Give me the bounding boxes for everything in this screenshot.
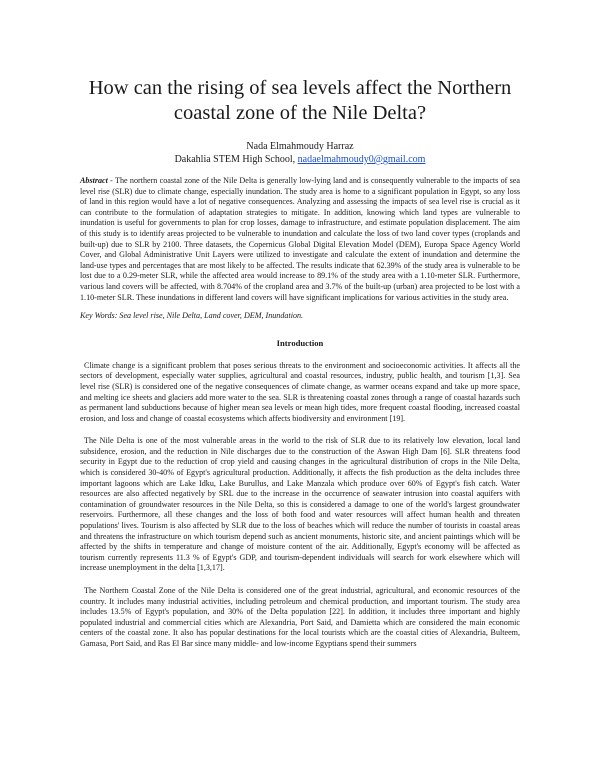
intro-paragraph-2: The Nile Delta is one of the most vulnerable areas in the world to the risk of SLR due to its relatively low elevation, local land subsidence, erosion, and the reduction in Nile discharges due to the construction of the Aswan High Dam [6]. SLR threatens food security in Egypt due to the reduction of crop yield and causing changes in the agricultural distribution of crops in the Nile Delta, which is considered 30-40% of Egypt's agricultural production. Additionally, it affects the fish production as the delta includes three important lagoons which are Lake Idku, Lake Burullus, and Lake Manzala which produce over 60% of Egypt's fish catch. Water resources are also affected negatively by SRL due to the increase in the occurrence of seawater intrusion into coastal aquifers with contamination of groundwater resources in the Nile Delta, so this is considered a damage to one of the world's largest groundwater reservoirs. Furthermore, all these changes and the loss of both food and water resources will affect human health and threaten populations' lives. Tourism is also affected by SLR due to the loss of beaches which will reduce the number of tourists in coastal areas and threatens the infrastructure on which tourism depend such as ancient monuments, historic site, and ancient paintings which will be affected by the shifts in temperature and change of moisture content of the air. Additionally, Egypt's economy will be affected as tourism currently represents 11.3 % of Egypt's GDP, and tourism-dependent individuals will search for work elsewhere which will increase unemployment in the delta [1,3,17].: [80, 436, 520, 573]
school-name: Dakahlia STEM High School,: [174, 154, 296, 165]
abstract-label: Abstract -: [80, 176, 113, 185]
intro-paragraph-3: The Northern Coastal Zone of the Nile Delta is considered one of the great industrial, agricultural, and economic resources of the country. It includes many industrial activities, including petroleum and chemical production, and important tourism. The study area includes 13.5% of Egypt's population, and 30% of the Delta population [22]. In addition, it includes three important and highly populated industrial and commercial cities which are Alexandria, Port Said, and Damietta which are considered the main economic centers of the coastal zone. It also has popular destinations for the local tourists which are the coastal cities of Alexandria, Bulteem, Gamasa, Port Said, and Ras El Bar since many middle- and low-income Egyptians spend their summers: [80, 586, 520, 648]
keywords: Key Words: Sea level rise, Nile Delta, Land cover, DEM, Inundation.: [80, 311, 304, 321]
paper-title: How can the rising of sea levels affect the Northern coastal zone of the Nile Delta?: [88, 77, 512, 124]
author-email-link[interactable]: nadaelmahmoudy0@gmail.com: [297, 154, 426, 165]
affiliation: [80, 153, 520, 166]
section-heading-introduction: Introduction: [276, 337, 324, 348]
intro-paragraph-1: Climate change is a significant problem that poses serious threats to the environment and socioeconomic activities. It affects all the sectors of development, especially water supplies, agricultural and coastal resources, industry, public health, and tourism [1,3]. Sea level rise (SLR) is considered one of the negative consequences of climate change, as warmer oceans expand and take up more space, and melting ice sheets and glaciers add more water to the sea. SLR is threatening coastal zones through a range of coastal hazards such as permanent land subductions because of higher mean sea levels or mean high tides, more frequent coastal flooding, increased coastal erosion, and loss and change of coastal ecosystems which affects biodiversity and environment [19].: [80, 360, 520, 423]
abstract: [80, 176, 520, 303]
abstract-text: The northern coastal zone of the Nile Delta is generally low-lying land and is consequently vulnerable to the impacts of sea level rise (SLR) due to climate change, especially inundation. The study area is home to a significant population in Egypt, so any loss of land in this region would have a lot of negative consequences. Analyzing and assessing the impacts of sea level rise is crucial as it can contribute to the formulation of adaptation strategies to mitigate. In addition, knowing which land types are vulnerable to inundation is useful for governments to plan for crop losses, damage to infrastructure, and estimate population displacement. The aim of this study is to identify areas projected to be vulnerable to inundation and calculate the loss of two land cover types (croplands and built-up) due to SLR by 2100. Three datasets, the Copernicus Global Digital Elevation Model (DEM), Europa Space Agency World Cover, and Global Administrative Unit Layers were utilized to investigate and calculate the extent of inundation and determine the land-use types and percentages that are most likely to be affected. The results indicate that 62.39% of the study area is vulnerable to be lost due to a 0.29-meter SLR, while the affected area would increase to 89.1% of the study area with a 1.10-meter SLR. Furthermore, various land covers will be affected, with 8.704% of the cropland area and 3.7% of the built-up (urban) area projected to be lost with a 1.10-meter SLR. These inundations in different land covers will have significant implications for various activities in the study area.: [80, 176, 520, 302]
author-name: Nada Elmahmoudy Harraz: [246, 141, 354, 152]
